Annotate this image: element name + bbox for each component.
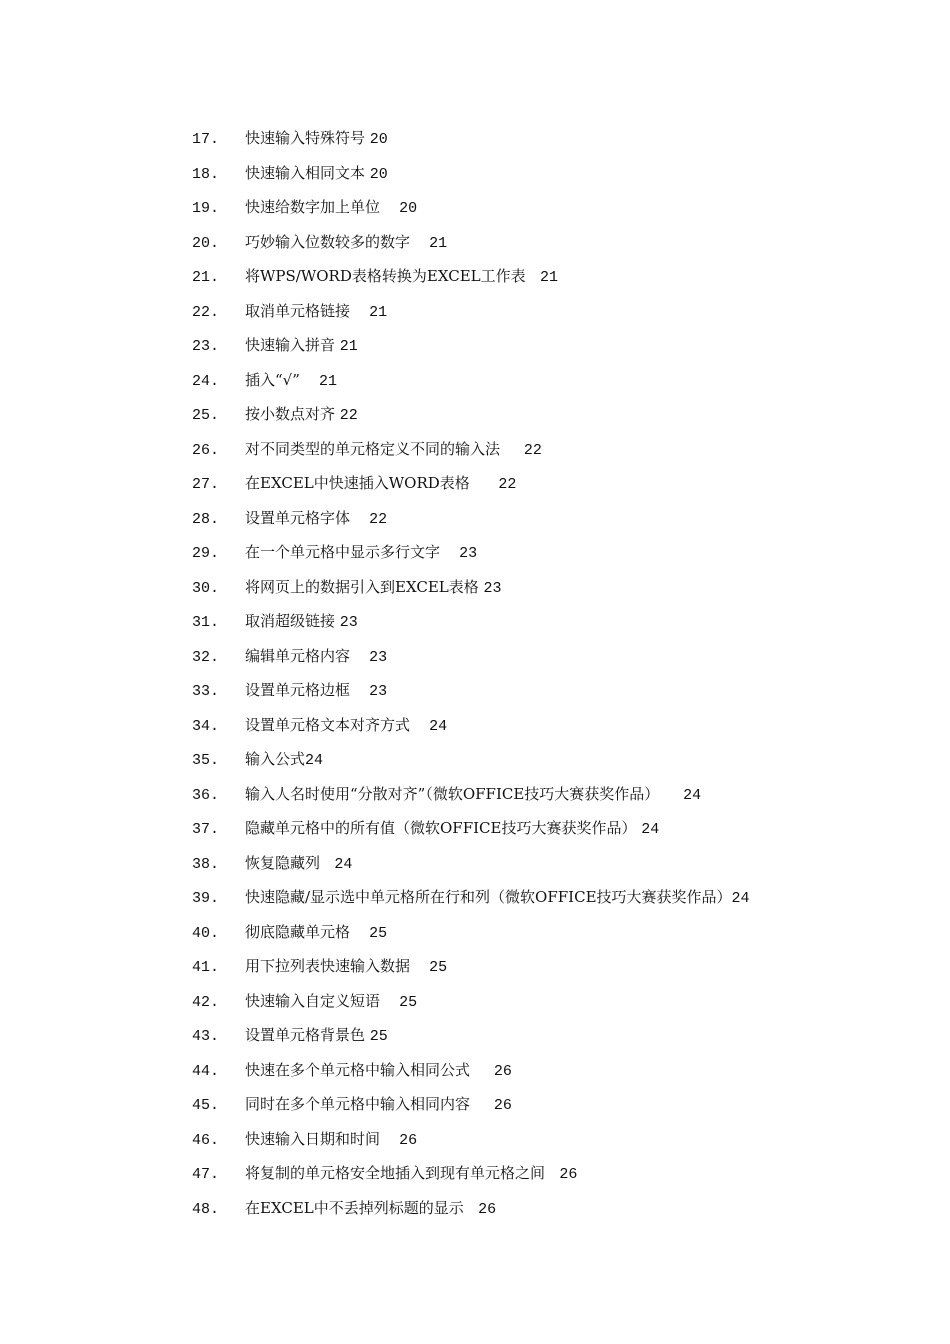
toc-entry-gap <box>350 302 369 320</box>
toc-entry-page: 21 <box>539 269 558 286</box>
toc-entry <box>192 126 388 150</box>
toc-entry-number: 40. <box>192 924 220 942</box>
toc-entry-page: 25 <box>429 959 448 976</box>
toc-entry-gap <box>380 198 399 216</box>
toc-entry-number: 22. <box>192 303 220 321</box>
toc-entry-page: 24 <box>334 855 353 873</box>
toc-entry <box>192 402 358 426</box>
toc-entry <box>192 609 358 633</box>
toc-entry <box>192 1161 577 1185</box>
toc-entry-gap <box>440 543 459 561</box>
toc-entry-title: 输入公式 <box>245 750 306 768</box>
toc-entry-title: 快速隐藏/显示选中单元格所在行和列（微软OFFICE技巧大赛获奖作品） <box>245 888 732 906</box>
toc-entry <box>192 816 659 840</box>
toc-entry-title: 巧妙输入位数较多的数字 <box>245 232 411 251</box>
toc-entry-title: 将网页上的数据引入到EXCEL表格 <box>245 577 479 596</box>
toc-entry-gap <box>320 854 334 872</box>
toc-entry <box>192 885 750 909</box>
toc-entry-title: 快速输入日期和时间 <box>245 1129 381 1148</box>
toc-entry-title: 设置单元格边框 <box>245 681 351 699</box>
toc-entry-page: 24 <box>641 821 660 838</box>
toc-entry-gap <box>659 785 683 803</box>
toc-entry <box>192 747 323 771</box>
toc-entry-title: 编辑单元格内容 <box>245 646 351 665</box>
toc-entry-title: 对不同类型的单元格定义不同的输入法 <box>245 439 501 458</box>
toc-entry-gap <box>380 992 399 1010</box>
toc-entry <box>192 713 447 737</box>
toc-entry <box>192 851 352 875</box>
toc-entry-title: 插入“√” <box>245 370 300 389</box>
toc-entry <box>192 540 477 564</box>
toc-entry-gap <box>545 1164 559 1182</box>
toc-entry <box>192 437 542 461</box>
toc-entry-number: 35. <box>192 752 220 769</box>
toc-entry-page: 26 <box>493 1062 512 1080</box>
toc-entry <box>192 920 387 944</box>
toc-entry-title: 按小数点对齐 <box>245 405 336 423</box>
toc-entry-title: 快速输入拼音 <box>245 336 336 354</box>
toc-entry-number: 18. <box>192 165 220 183</box>
toc-entry-page: 21 <box>339 338 358 355</box>
toc-entry-number: 17. <box>192 131 220 148</box>
toc-entry-gap <box>410 233 429 251</box>
toc-entry-gap <box>410 716 429 734</box>
toc-entry-title: 设置单元格背景色 <box>245 1026 366 1044</box>
toc-entry-gap <box>470 474 499 492</box>
toc-entry-number: 39. <box>192 890 220 907</box>
toc-entry-page: 24 <box>305 752 324 769</box>
toc-entry-number: 33. <box>192 683 220 700</box>
toc-entry-number: 47. <box>192 1166 220 1183</box>
toc-entry <box>192 471 516 495</box>
toc-entry <box>192 644 387 668</box>
toc-entry-title: 快速输入特殊符号 <box>245 129 366 147</box>
toc-entry-number: 25. <box>192 407 220 424</box>
toc-entry-title: 快速给数字加上单位 <box>245 198 381 216</box>
toc-entry-number: 44. <box>192 1062 220 1080</box>
toc-entry-page: 21 <box>318 372 337 390</box>
toc-entry-page: 25 <box>369 1028 388 1045</box>
toc-entry <box>192 678 387 702</box>
toc-entry-title: 彻底隐藏单元格 <box>245 922 351 941</box>
toc-entry-page: 26 <box>478 1200 497 1218</box>
toc-entry-gap <box>470 1061 494 1079</box>
toc-entry-number: 36. <box>192 786 220 804</box>
toc-entry-number: 41. <box>192 959 220 976</box>
toc-entry-title: 用下拉列表快速输入数据 <box>245 957 411 975</box>
toc-entry <box>192 161 388 185</box>
toc-entry <box>192 264 558 288</box>
toc-entry-number: 27. <box>192 476 220 493</box>
toc-entry-gap <box>464 1199 478 1217</box>
toc-entry-number: 45. <box>192 1097 220 1114</box>
toc-entry-page: 23 <box>369 683 388 700</box>
toc-entry-number: 29. <box>192 545 220 562</box>
toc-entry-number: 31. <box>192 614 220 631</box>
toc-entry-title: 快速在多个单元格中输入相同公式 <box>245 1060 471 1079</box>
toc-entry-page: 25 <box>399 993 418 1011</box>
toc-entry-title: 快速输入相同文本 <box>245 163 366 182</box>
toc-entry-page: 20 <box>399 200 418 217</box>
toc-entry-number: 26. <box>192 441 220 459</box>
toc-entry-gap <box>350 509 369 527</box>
toc-entry <box>192 782 701 806</box>
toc-entry <box>192 954 447 978</box>
toc-entry-title: 在EXCEL中快速插入WORD表格 <box>245 474 470 492</box>
toc-entry <box>192 230 447 254</box>
toc-entry-number: 43. <box>192 1028 220 1045</box>
toc-entry-page: 22 <box>523 441 542 459</box>
toc-entry <box>192 575 502 599</box>
toc-entry-number: 37. <box>192 821 220 838</box>
toc-entry-gap <box>410 957 429 975</box>
toc-entry-title: 将复制的单元格安全地插入到现有单元格之间 <box>245 1164 546 1182</box>
toc-entry-page: 23 <box>369 648 388 666</box>
toc-entry-title: 将WPS/WORD表格转换为EXCEL工作表 <box>245 267 526 285</box>
toc-entry-gap <box>350 647 369 665</box>
toc-entry-page: 25 <box>369 924 388 942</box>
toc-entry-title: 设置单元格文本对齐方式 <box>245 715 411 734</box>
toc-entry-number: 30. <box>192 579 220 597</box>
toc-entry <box>192 989 417 1013</box>
toc-entry <box>192 1023 388 1047</box>
toc-entry-title: 在一个单元格中显示多行文字 <box>245 543 441 561</box>
toc-entry-title: 快速输入自定义短语 <box>245 991 381 1010</box>
toc-entry-title: 在EXCEL中不丢掉列标题的显示 <box>245 1198 464 1217</box>
toc-entry-title: 输入人名时使用“分散对齐”（微软OFFICE技巧大赛获奖作品） <box>245 784 660 803</box>
toc-entry-number: 20. <box>192 234 220 252</box>
toc-entry-number: 24. <box>192 372 220 390</box>
toc-entry-number: 34. <box>192 717 220 735</box>
toc-entry-title: 设置单元格字体 <box>245 508 351 527</box>
toc-entry-page: 21 <box>369 303 388 321</box>
toc-entry-title: 取消单元格链接 <box>245 301 351 320</box>
toc-entry <box>192 1196 496 1220</box>
toc-entry <box>192 333 358 357</box>
toc-entry-page: 24 <box>683 786 702 804</box>
toc-entry-page: 26 <box>559 1166 578 1183</box>
toc-entry-page: 22 <box>498 476 517 493</box>
toc-entry-title: 同时在多个单元格中输入相同内容 <box>245 1095 471 1113</box>
toc-entry-gap <box>500 440 524 458</box>
toc-entry-page: 24 <box>731 890 750 907</box>
toc-entry-page: 24 <box>429 717 448 735</box>
toc-entry-page: 20 <box>369 165 388 183</box>
toc-entry-page: 20 <box>369 131 388 148</box>
toc-entry-number: 23. <box>192 338 220 355</box>
toc-entry <box>192 1058 512 1082</box>
toc-entry-gap <box>350 681 369 699</box>
toc-entry-page: 23 <box>339 614 358 631</box>
toc-entry-title: 恢复隐藏列 <box>245 853 321 872</box>
toc-entry-gap <box>300 371 319 389</box>
toc-entry <box>192 506 387 530</box>
toc-entry-page: 23 <box>459 545 478 562</box>
toc-entry-number: 32. <box>192 648 220 666</box>
toc-entry <box>192 299 387 323</box>
toc-entry-number: 21. <box>192 269 220 286</box>
toc-entry-page: 21 <box>429 234 448 252</box>
toc-entry-number: 42. <box>192 993 220 1011</box>
toc-entry <box>192 1127 417 1151</box>
toc-entry-gap <box>380 1130 399 1148</box>
toc-entry-page: 22 <box>339 407 358 424</box>
toc-entry <box>192 1092 512 1116</box>
toc-entry-page: 26 <box>493 1097 512 1114</box>
toc-entry-title: 隐藏单元格中的所有值（微软OFFICE技巧大赛获奖作品） <box>245 819 637 837</box>
toc-entry-number: 19. <box>192 200 220 217</box>
toc-entry-number: 28. <box>192 510 220 528</box>
toc-entry-page: 23 <box>483 579 502 597</box>
toc-entry-title: 取消超级链接 <box>245 612 336 630</box>
toc-entry <box>192 195 417 219</box>
toc-entry-number: 38. <box>192 855 220 873</box>
toc-entry-gap <box>350 923 369 941</box>
toc-entry-page: 26 <box>399 1131 418 1149</box>
toc-entry-gap <box>526 267 540 285</box>
toc-entry-gap <box>470 1095 494 1113</box>
toc-entry <box>192 368 337 392</box>
toc-entry-page: 22 <box>369 510 388 528</box>
toc-entry-number: 48. <box>192 1200 220 1218</box>
toc-entry-number: 46. <box>192 1131 220 1149</box>
